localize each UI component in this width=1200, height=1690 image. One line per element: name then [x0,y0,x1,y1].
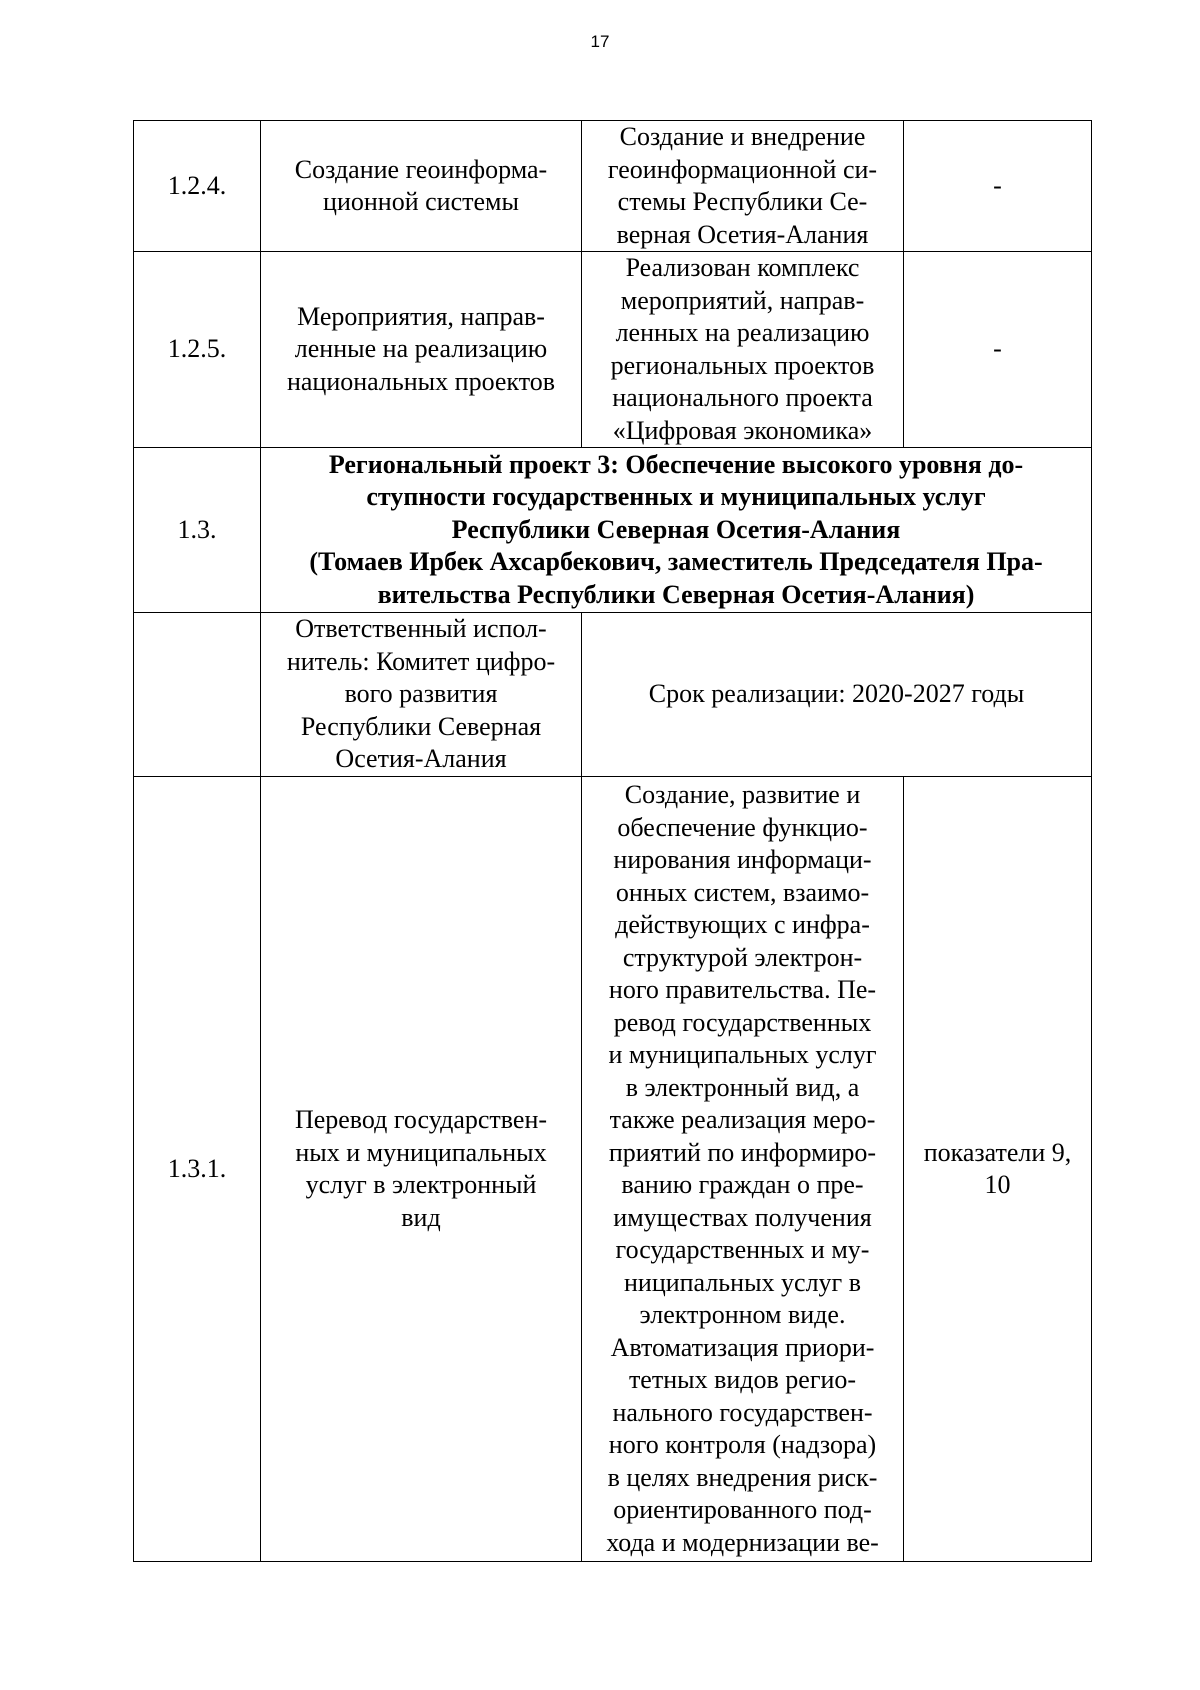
table-row-1-2-5 [134,252,1092,448]
indicator-cell: - [904,252,1092,448]
table-row-1-3 [134,448,1092,613]
page-number: 17 [590,32,610,51]
indicator-cell: - [904,121,1092,252]
table-row-executor [134,613,1092,777]
activity-cell: Создание геоинформа- ционной системы [261,121,582,252]
indicator-cell: показатели 9, 10 [904,777,1092,1562]
row-number: 1.2.4. [134,121,261,252]
result-cell: Создание и внедрение геоинформационной си- стемы Республики Се- верная Осетия-Алания [582,121,904,252]
row-number: 1.3.1. [134,777,261,1562]
row-number: 1.3. [134,448,261,613]
term-cell: Срок реализации: 2020-2027 годы [582,613,1092,777]
result-cell: Создание, развитие и обеспечение функцио- нирования информаци- онных систем, взаимо- действующих с инфра- структурой электрон- ного правительства. Пе- ревод государственных и муниципальных услуг в электронный вид, а также реализация меро- приятий по информиро- ванию граждан о пре- имуществах получения государственных и му- ниципальных услуг в электронном виде. Автоматизация приори- тетных видов регио- нального государствен- ного контроля (надзора) в целях внедрения риск- ориентированного под- хода и модернизации ве- [582,777,904,1562]
activity-cell: Мероприятия, направ- ленные на реализацию национальных проектов [261,252,582,448]
empty-number-cell [134,613,261,777]
table-row-1-3-1 [134,777,1092,1562]
activity-cell: Перевод государствен- ных и муниципальных услуг в электронный вид [261,777,582,1562]
result-cell: Реализован комплекс мероприятий, направ- ленных на реализацию региональных проектов национального проекта «Цифровая экономика» [582,252,904,448]
program-activities-table [133,120,1092,1562]
row-number: 1.2.5. [134,252,261,448]
table-row-1-2-4 [134,121,1092,252]
executor-cell: Ответственный испол- нитель: Комитет цифро- вого развития Республики Северная Осетия-Алания [261,613,582,777]
project-title-cell: Региональный проект 3: Обеспечение высокого уровня до- ступности государственных и муниципальных услуг Республики Северная Осетия-Алания (Томаев Ирбек Ахсарбекович, заместитель Председателя Пра- вительства Республики Северная Осетия-Алания) [261,448,1092,613]
